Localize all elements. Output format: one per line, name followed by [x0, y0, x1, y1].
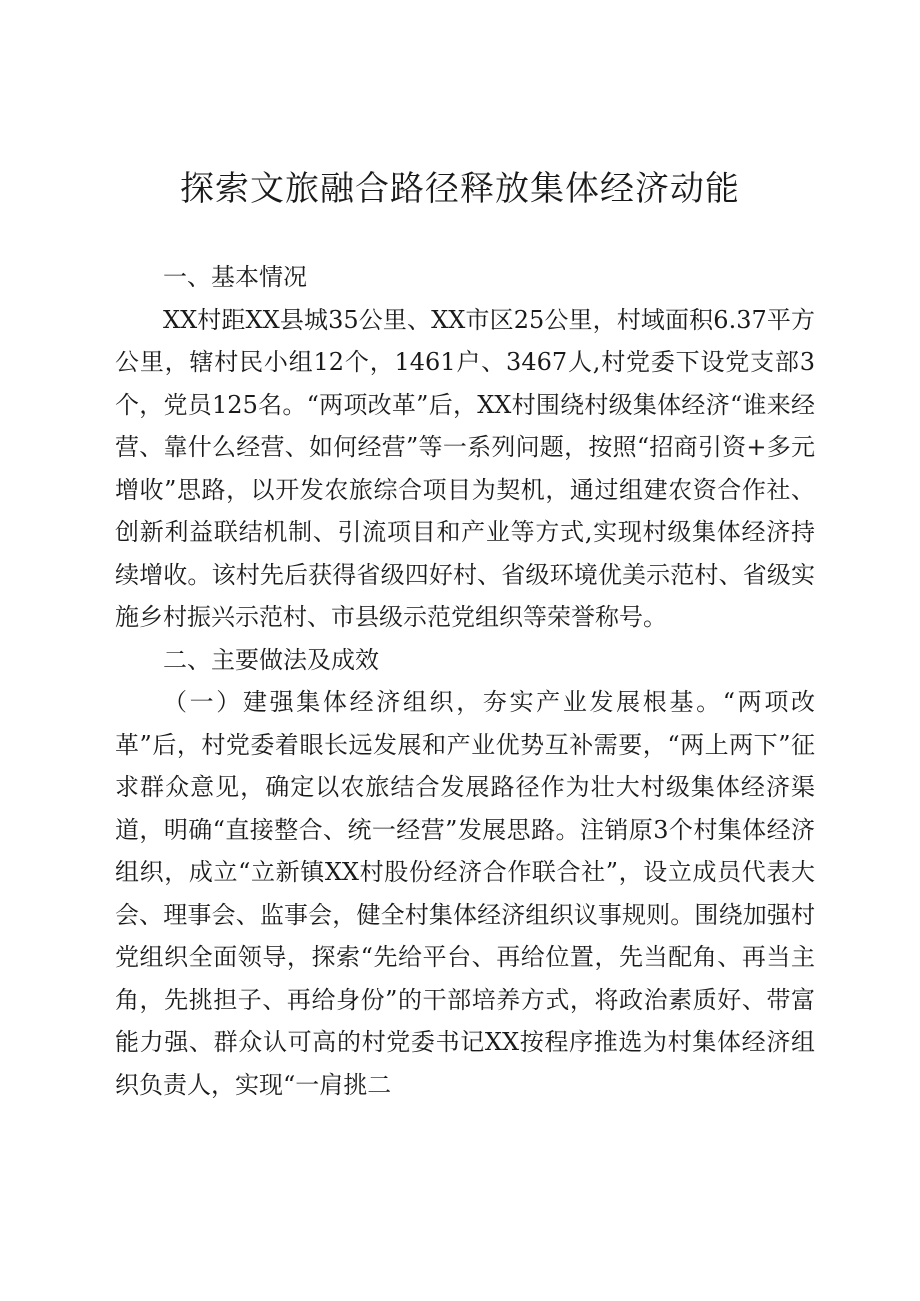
document-body: [115, 256, 815, 1106]
section-heading-basic-info: 一、基本情况: [163, 263, 307, 291]
section-heading-main-practices: 二、主要做法及成效: [163, 645, 379, 674]
basic-info-paragraph: XX村距XX县城35公里、XX市区25公里，村域面积6.37平方公里，辖村民小组12个，1461户、3467人,村党委下设党支部3个，党员125名。“两项改革”后，XX村围绕村级集体经济“谁来经营、靠什么经营、如何经营”等一系列问题，按照“招商引资+多元增收”思路，以开发农旅综合项目为契机，通过组建农资合作社、创新利益联结机制、引流项目和产业等方式,实现村级集体经济持续增收。该村先后获得省级四好村、省级环境优美示范村、省级实施乡村振兴示范村、市县级示范党组织等荣誉称号。: [115, 305, 815, 631]
document-title: 探索文旅融合路径释放集体经济动能: [180, 169, 740, 209]
main-practices-paragraph: （一）建强集体经济组织，夯实产业发展根基。“两项改革”后，村党委着眼长远发展和产业优势互补需要，“两上两下”征求群众意见，确定以农旅结合发展路径作为壮大村级集体经济渠道，明确“直接整合、统一经营”发展思路。注销原3个村集体经济组织，成立“立新镇XX村股份经济合作联合社”，设立成员代表大会、理事会、监事会，健全村集体经济组织议事规则。围绕加强村党组织全面领导，探索“先给平台、再给位置，先当配角、再当主角，先挑担子、再给身份”的干部培养方式，将政治素质好、带富能力强、群众认可高的村党委书记XX按程序推选为村集体经济组织负责人，实现“一肩挑二: [115, 688, 815, 1099]
